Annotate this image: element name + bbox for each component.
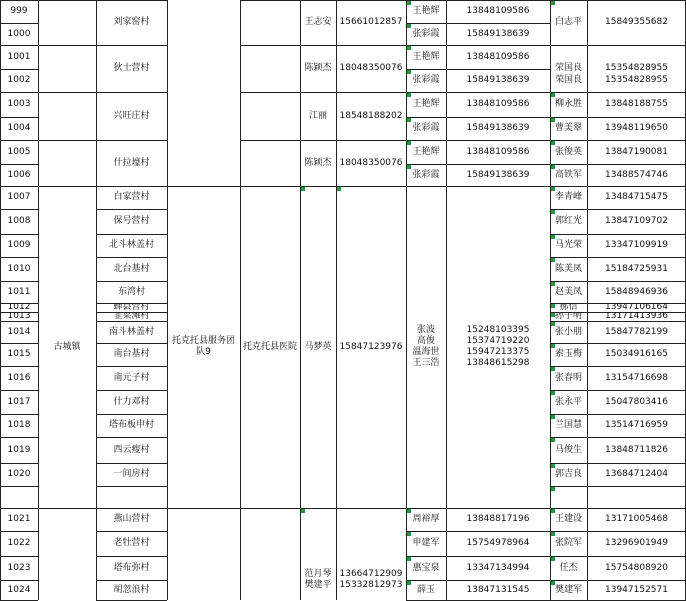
contact-phone: 15754808920 — [605, 562, 668, 573]
row-number: 1023 — [7, 562, 31, 573]
village-name: 白家营村 — [113, 192, 150, 202]
contact-phone: 15354828955 — [605, 75, 668, 85]
contact-name: 曹美翠 — [554, 123, 582, 133]
contact-phone: 13684712404 — [605, 469, 668, 479]
village-name: 什拉壕村 — [113, 157, 150, 168]
staff-name: 王艳辉 — [412, 51, 440, 62]
staff-phone: 15849138639 — [466, 123, 530, 133]
village-name: 燕山营村 — [113, 514, 150, 524]
row-number: 1018 — [7, 420, 31, 430]
contact-name: 白志平 — [554, 17, 582, 27]
staff-name: 王艳辉 — [412, 146, 440, 157]
row-number: 1009 — [7, 240, 31, 250]
doctor-names: 范月琴 樊建平 — [304, 569, 332, 590]
staff-name: 张彩霞 — [412, 28, 440, 39]
cell-marker — [551, 415, 555, 419]
cell-marker — [551, 210, 555, 214]
cell-marker — [551, 313, 555, 317]
doctor-phone: 15847123976 — [339, 341, 403, 352]
village-name: 南斗林盖村 — [108, 326, 154, 337]
staff-name: 周裕厚 — [412, 514, 440, 524]
contact-phone: 13296901949 — [605, 538, 668, 548]
town-name: 古城镇 — [53, 341, 81, 352]
contact-name: 荣国良 — [554, 75, 582, 85]
staff-name: 薛玉 — [416, 584, 435, 595]
staff-name: 申建军 — [412, 538, 440, 548]
village-name: 南台基村 — [113, 349, 150, 359]
doctor-name: 马梦英 — [304, 341, 332, 352]
doctor-name: 江丽 — [308, 110, 327, 121]
cell-marker — [407, 46, 411, 50]
contact-name: 赵美凤 — [554, 286, 582, 297]
contact-phone: 13948119650 — [605, 123, 668, 133]
contact-phone: 15847782199 — [605, 326, 668, 337]
cell-marker — [407, 581, 411, 585]
row-number: 1004 — [7, 123, 31, 133]
cell-marker — [551, 581, 555, 585]
contact-phone: 13347109919 — [605, 240, 668, 250]
doctor-phone: 15661012857 — [339, 17, 403, 27]
cell-marker — [407, 509, 411, 513]
contact-phone: 13848711826 — [605, 444, 668, 455]
village-name: 西云瘦村 — [113, 444, 150, 455]
row-number: 1007 — [7, 192, 31, 202]
doctor-phone: 18048350076 — [339, 157, 403, 168]
contact-name: 荣国良 — [554, 63, 582, 73]
contact-name: 郭吉良 — [554, 469, 582, 479]
staff-phone: 15754978964 — [466, 538, 530, 548]
contact-name: 孙子明 — [554, 312, 582, 321]
row-number: 1017 — [7, 396, 31, 407]
row-number: 1010 — [7, 263, 31, 274]
cell-marker — [551, 509, 555, 513]
doctor-phone: 18548188202 — [339, 110, 403, 121]
cell-marker — [407, 165, 411, 169]
row-number: 1003 — [7, 99, 31, 109]
village-name: 韭菜滩村 — [113, 312, 150, 321]
row-number: 1013 — [7, 312, 31, 321]
row-number: 1014 — [7, 326, 31, 337]
staff-name: 张彩霞 — [412, 123, 440, 133]
row-line — [96, 486, 167, 487]
row-number: 999 — [10, 6, 28, 16]
row-number: 1019 — [7, 444, 31, 455]
row-line — [550, 486, 686, 487]
contact-phone: 13171413936 — [605, 312, 668, 321]
contact-name: 张小朋 — [554, 326, 582, 337]
village-name: 刘家窑村 — [113, 17, 150, 27]
contact-name: 高铁军 — [554, 169, 582, 180]
staff-name: 惠宝泉 — [412, 562, 440, 573]
contact-phone: 13484715475 — [605, 192, 668, 202]
row-number: 1022 — [7, 538, 31, 548]
staff-phone: 15849138639 — [466, 28, 530, 39]
contact-phone: 15354828955 — [605, 63, 668, 73]
village-name: 塔布板申村 — [108, 420, 154, 430]
cell-marker — [337, 187, 341, 191]
row-number: 1016 — [7, 372, 31, 383]
staff-phones: 15248103395 15374719220 15947213375 13848615298 — [466, 325, 530, 368]
cell-marker — [407, 1, 411, 5]
doctor-name: 陈颖杰 — [304, 63, 332, 73]
cell-marker — [551, 282, 555, 286]
contact-phone: 13171005468 — [605, 514, 668, 524]
contact-phone: 13947152571 — [605, 584, 668, 595]
cell-marker — [551, 367, 555, 371]
staff-phone: 13848109586 — [466, 51, 530, 62]
cell-marker — [551, 322, 555, 326]
staff-name: 王艳辉 — [412, 99, 440, 109]
cell-marker — [551, 532, 555, 536]
cell-marker — [301, 187, 305, 191]
contact-phone: 13847109702 — [605, 216, 668, 226]
cell-marker — [551, 118, 555, 122]
contact-name: 张春明 — [554, 372, 582, 383]
cell-marker — [407, 93, 411, 97]
village-name: 胡忽浪村 — [113, 584, 150, 595]
contact-name: 张永平 — [554, 396, 582, 407]
staff-phone: 15849138639 — [466, 169, 530, 180]
contact-phone: 13848188755 — [605, 99, 668, 109]
contact-name: 樊建军 — [554, 584, 582, 595]
cell-marker — [551, 258, 555, 262]
row-number: 1012 — [7, 303, 31, 312]
row-number: 1021 — [7, 514, 31, 524]
cell-marker — [551, 438, 555, 442]
cell-marker — [551, 391, 555, 395]
contact-name: 郝信 — [559, 303, 578, 312]
row-number: 1002 — [7, 75, 31, 85]
row-number: 1024 — [7, 584, 31, 595]
contact-name: 马俊生 — [554, 444, 582, 455]
village-name: 保号营村 — [113, 216, 150, 226]
staff-name: 张彩霞 — [412, 75, 440, 85]
staff-phone: 13848817196 — [466, 514, 530, 524]
staff-name: 张彩霞 — [412, 169, 440, 180]
row-line — [0, 486, 38, 487]
cell-marker — [551, 304, 555, 308]
row-number: 1000 — [7, 28, 31, 39]
village-name: 狄士营村 — [113, 63, 150, 73]
row-number: 1006 — [7, 169, 31, 180]
village-name: 塔布弥村 — [113, 562, 150, 573]
service-team: 托克托县服务团 队9 — [171, 336, 235, 357]
cell-marker — [551, 344, 555, 348]
doctor-phones: 13664712909 15332812973 — [339, 569, 403, 590]
village-name: 什力邓村 — [113, 396, 150, 407]
contact-phone: 15848946936 — [605, 286, 668, 297]
contact-name: 马光荣 — [554, 240, 582, 250]
hospital-name: 托克托县医院 — [242, 341, 297, 352]
cell-marker — [407, 118, 411, 122]
contact-name: 索玉梅 — [554, 349, 582, 359]
row-number: 1015 — [7, 349, 31, 359]
row-number: 1020 — [7, 469, 31, 479]
row-number: 1005 — [7, 146, 31, 157]
cell-marker — [551, 235, 555, 239]
cell-marker — [551, 141, 555, 145]
contact-name: 柳永胜 — [554, 99, 582, 109]
cell-marker — [551, 1, 555, 5]
village-name: 东湾村 — [117, 286, 145, 297]
contact-name: 王建设 — [554, 514, 582, 524]
village-name: 兴旺庄村 — [113, 110, 150, 121]
staff-phone: 13848109586 — [466, 6, 530, 16]
contact-name: 张院军 — [554, 538, 582, 548]
row-number: 1008 — [7, 216, 31, 226]
contact-name: 任杰 — [559, 562, 578, 573]
contact-name: 李青峰 — [554, 192, 582, 202]
cell-marker — [551, 165, 555, 169]
contact-name: 张俊英 — [554, 146, 582, 157]
contact-phone: 13488574746 — [605, 169, 668, 180]
village-name: 老牡营村 — [113, 538, 150, 548]
cell-marker — [551, 487, 555, 491]
staff-name: 王艳辉 — [412, 6, 440, 16]
cell-marker — [407, 532, 411, 536]
cell-marker — [551, 557, 555, 561]
cell-marker — [551, 93, 555, 97]
staff-phone: 13848109586 — [466, 99, 530, 109]
doctor-name: 陈颖杰 — [304, 157, 332, 168]
row-number: 1001 — [7, 51, 31, 62]
staff-phone: 13347134994 — [466, 562, 530, 573]
village-name: 南元子村 — [113, 372, 150, 383]
staff-phone: 15849138639 — [466, 75, 530, 85]
village-name: 一间房村 — [113, 469, 150, 479]
doctor-name: 王志安 — [304, 17, 332, 27]
cell-marker — [407, 70, 411, 74]
cell-marker — [551, 187, 555, 191]
contact-name: 陈美凤 — [554, 263, 582, 274]
contact-phone: 13847190081 — [605, 146, 668, 157]
cell-marker — [301, 509, 305, 513]
doctor-phone: 18048350076 — [339, 63, 403, 73]
cell-marker — [551, 464, 555, 468]
contact-phone: 15047803416 — [605, 396, 668, 407]
cell-marker — [407, 557, 411, 561]
contact-name: 郭红光 — [554, 216, 582, 226]
staff-names: 张波 高俊 温海世 王三浩 — [412, 325, 440, 368]
village-name: 北台基村 — [113, 263, 150, 274]
contact-name: 兰国慧 — [554, 420, 582, 430]
row-number: 1011 — [7, 286, 31, 297]
contact-phone: 15849355682 — [605, 17, 668, 27]
contact-phone: 13154716698 — [605, 372, 668, 383]
staff-phone: 13847131545 — [466, 584, 530, 595]
contact-phone: 15184725931 — [605, 263, 668, 274]
contact-phone: 13514716959 — [605, 420, 668, 430]
cell-marker — [407, 24, 411, 28]
contact-phone: 15034916165 — [605, 349, 668, 359]
contact-phone: 13947106164 — [605, 303, 668, 312]
staff-phone: 13848109586 — [466, 146, 530, 157]
village-name: 北斗林盖村 — [108, 240, 154, 250]
cell-marker — [407, 141, 411, 145]
village-name: 蝉县营村 — [113, 303, 150, 312]
